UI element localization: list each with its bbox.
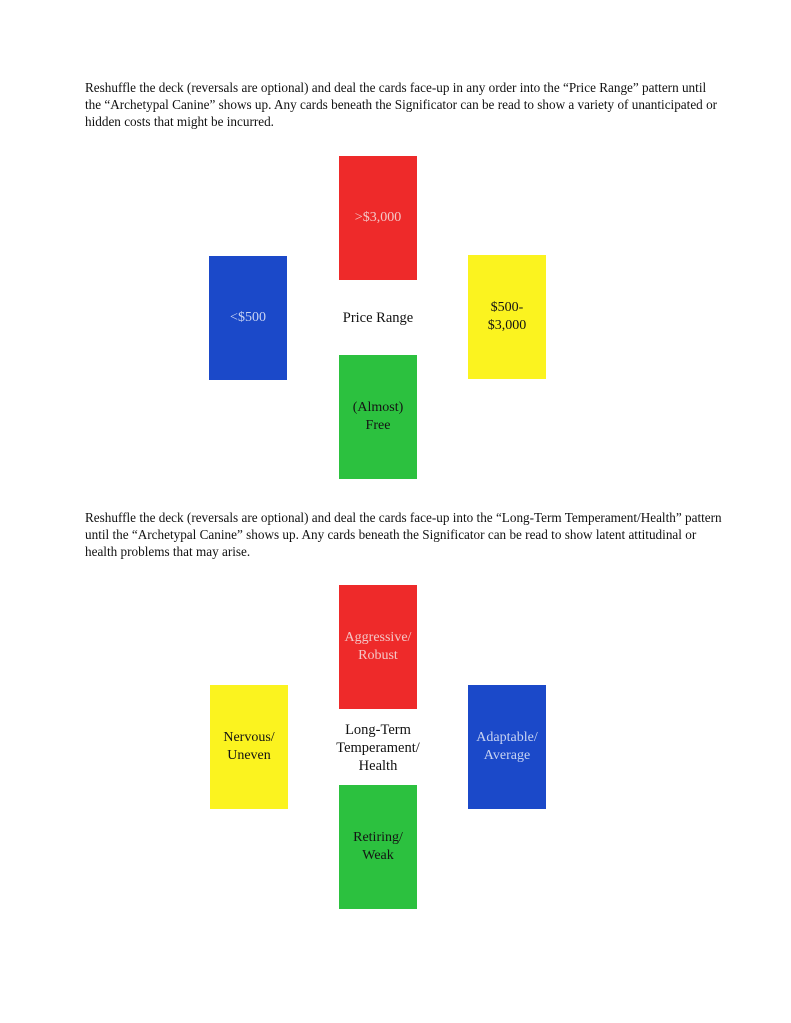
card-almost-free: (Almost) Free [339, 355, 417, 479]
price-range-instructions: Reshuffle the deck (reversals are optional) and deal the cards face-up in any order into the “Price Range” pattern until the “Archetypal Canine” shows up. Any cards beneath the Significator can be read to show a variety of unanticipated or hidden costs that might be incurred. [85, 80, 718, 129]
temperament-health-label: Long-Term Temperament/ Health [336, 722, 420, 774]
card-over-3000: >$3,000 [339, 156, 417, 280]
price-range-label: Price Range [342, 310, 414, 326]
card-nervous-uneven: Nervous/ Uneven [210, 685, 288, 809]
temperament-health-instructions: Reshuffle the deck (reversals are optional) and deal the cards face-up into the “Long-Term Temperament/Health” pattern until the “Archetypal Canine” shows up. Any cards beneath the Significator can be read to show latent attitudinal or health problems that may arise. [85, 510, 722, 559]
card-adaptable-average: Adaptable/ Average [468, 685, 546, 809]
card-500-to-3000: $500- $3,000 [468, 255, 546, 379]
card-aggressive-robust: Aggressive/ Robust [339, 585, 417, 709]
card-retiring-weak: Retiring/ Weak [339, 785, 417, 909]
card-under-500: <$500 [209, 256, 287, 380]
